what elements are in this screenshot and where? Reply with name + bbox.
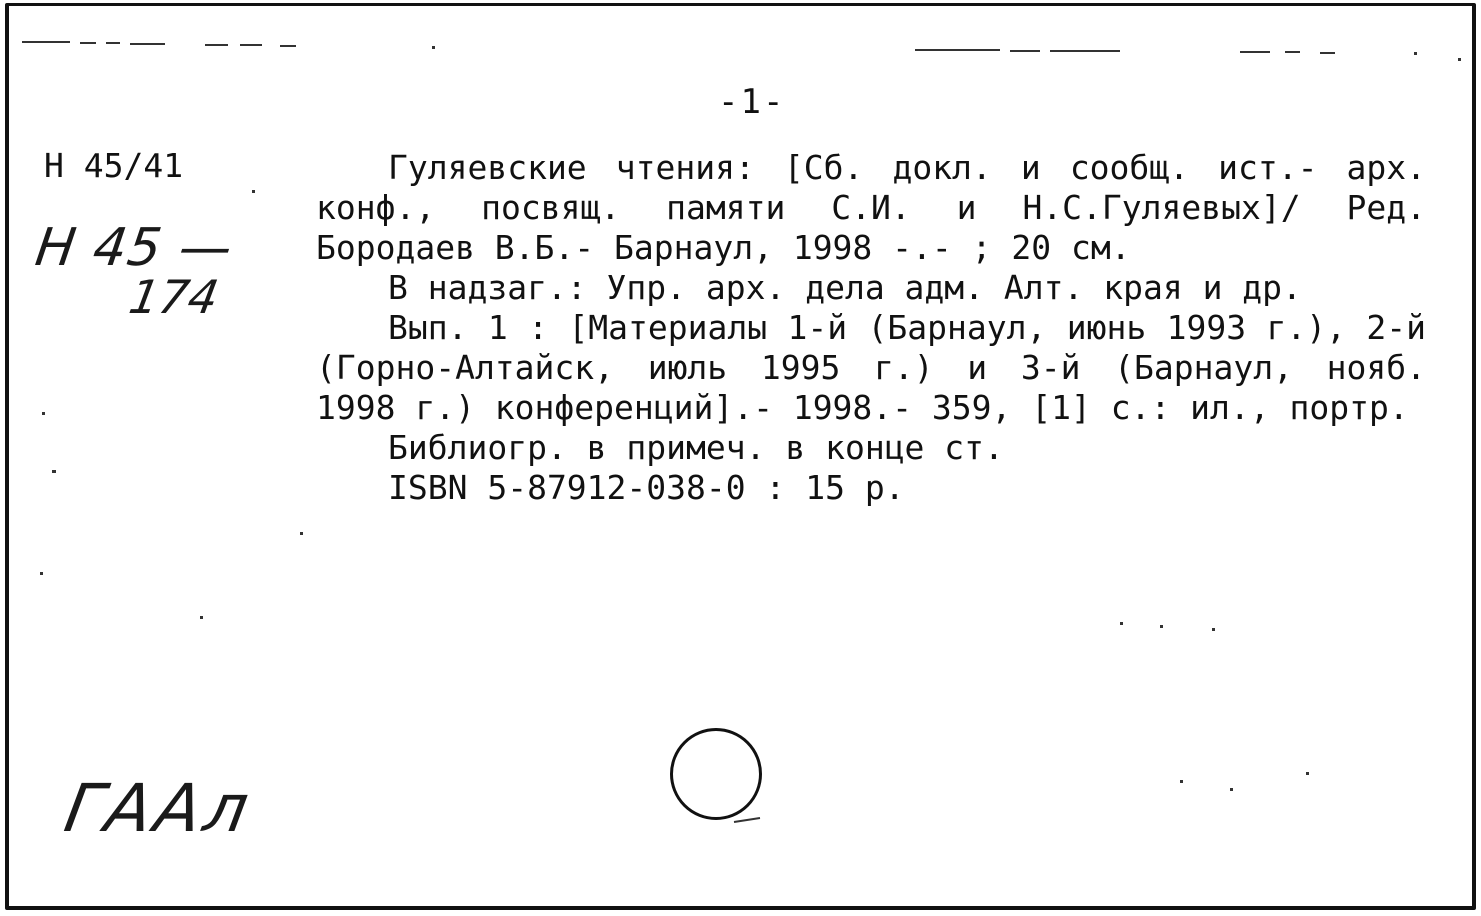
title-paragraph: Гуляевские чтения: [Сб. докл. и сообщ. ист.- арх. конф., посвящ. памяти С.И. и Н.С.Гуляевых]/ Ред. Бородаев В.Б.- Барнаул, 1998 -.- ; 20 см. <box>316 148 1426 267</box>
handwritten-call-number-line1: Н 45 — <box>31 218 237 278</box>
header-note: В надзаг.: Упр. арх. дела адм. Алт. края и др. <box>388 268 1302 307</box>
shelf-mark: Н 45/41 <box>44 146 184 185</box>
isbn-line: ISBN 5-87912-038-0 : 15 р. <box>388 468 905 507</box>
handwritten-archive-code: ГААл <box>59 770 259 847</box>
bibliographic-entry <box>316 148 1426 508</box>
page-number: -1- <box>718 82 786 122</box>
issue-paragraph: Вып. 1 : [Материалы 1-й (Барнаул, июнь 1993 г.), 2-й (Горно-Алтайск, июль 1995 г.) и 3-й (Барнаул, нояб. 1998 г.) конференций].- 1998.- 359, [1] с.: ил., портр. <box>316 308 1426 427</box>
bibliography-note: Библиогр. в примеч. в конце ст. <box>388 428 1004 467</box>
handwritten-call-number-line2: 174 <box>125 270 223 324</box>
circle-stamp <box>670 728 762 820</box>
